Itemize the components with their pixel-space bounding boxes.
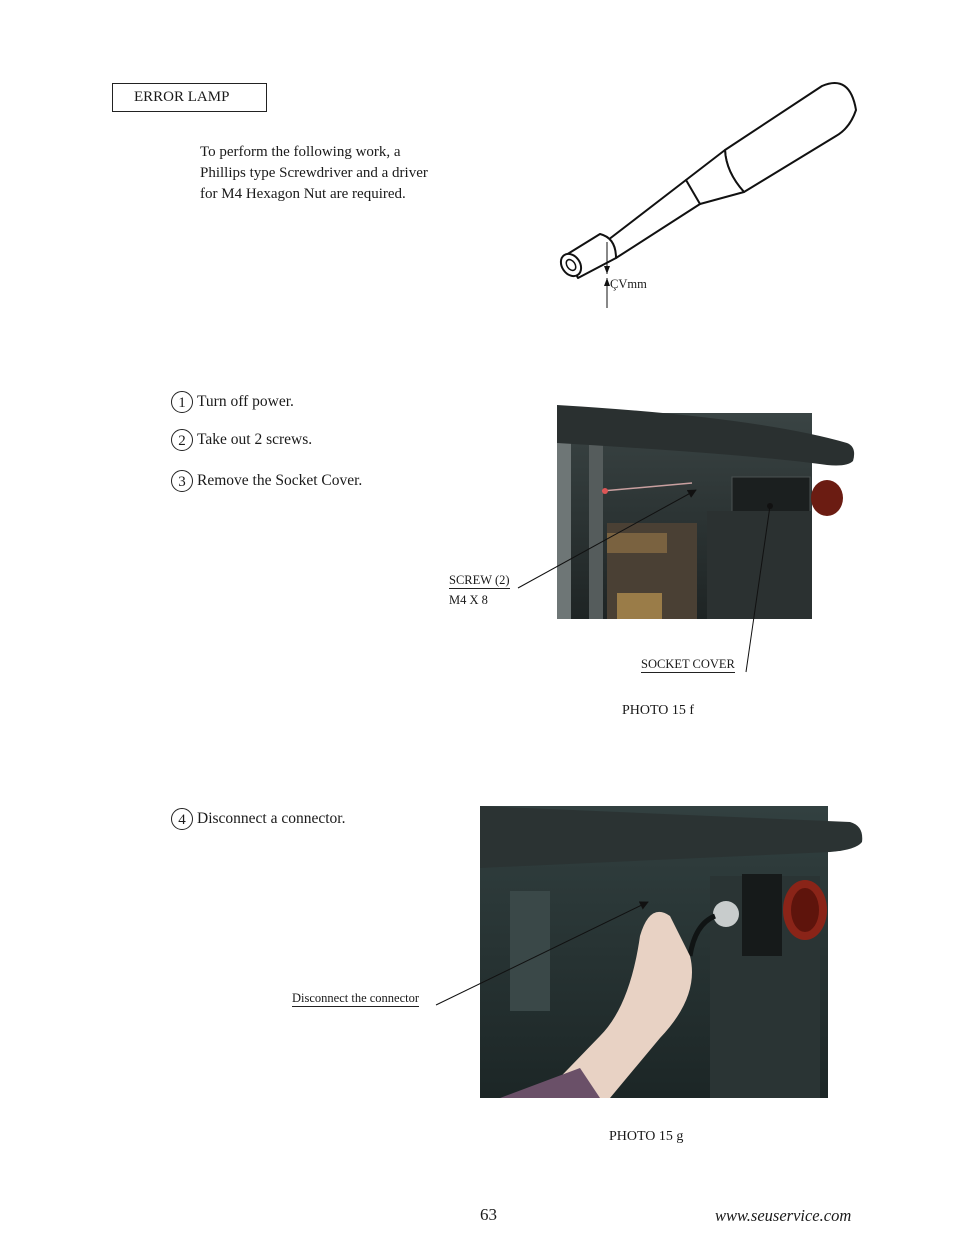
step-number-badge: 1 — [171, 391, 193, 413]
tool-dimension-label: ÇVmm — [610, 277, 647, 291]
intro-line: Phillips type Screwdriver and a driver — [200, 165, 428, 181]
photo-15g-caption: PHOTO 15 g — [609, 1129, 684, 1144]
socket-cover-label-text: SOCKET COVER — [641, 657, 735, 671]
step-text: Take out 2 screws. — [197, 431, 313, 448]
connector-label-text: Disconnect the connector — [292, 991, 420, 1005]
step-number-badge: 2 — [171, 429, 193, 451]
step-text: Disconnect a connector. — [197, 810, 346, 827]
photo-15f-caption: PHOTO 15 f — [622, 703, 695, 718]
page-number: 63 — [480, 1205, 497, 1224]
screw-size-label: M4 X 8 — [449, 593, 488, 607]
intro-line: To perform the following work, a — [200, 144, 401, 160]
step-text: Remove the Socket Cover. — [197, 472, 363, 489]
screw-label-text: SCREW (2) — [449, 573, 510, 587]
step-number-badge: 4 — [171, 808, 193, 830]
step-text: Turn off power. — [197, 393, 294, 410]
section-title: ERROR LAMP — [134, 89, 230, 105]
step-number-badge: 3 — [171, 470, 193, 492]
intro-line: for M4 Hexagon Nut are required. — [200, 186, 406, 202]
footer-url: www.seuservice.com — [715, 1206, 852, 1225]
